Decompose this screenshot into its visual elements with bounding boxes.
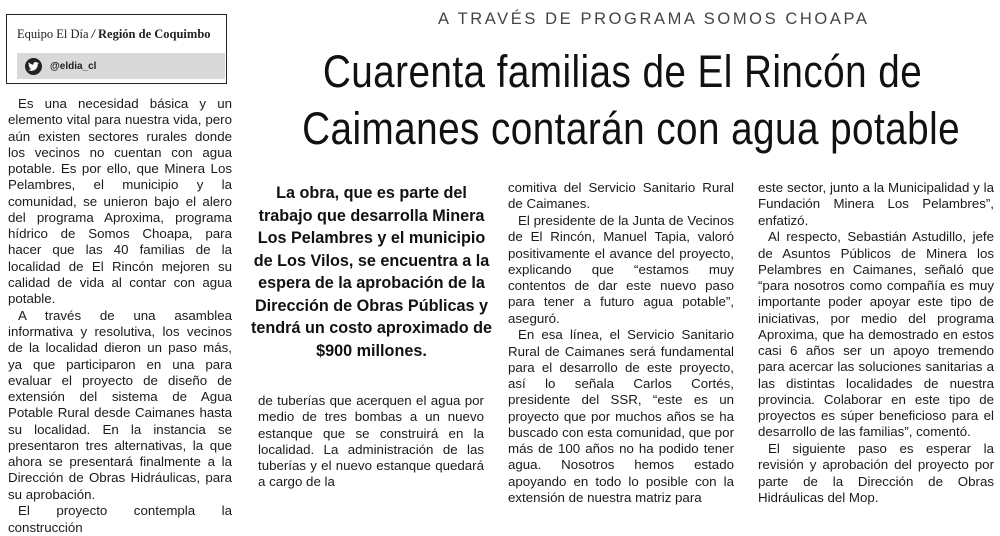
paragraph: comitiva del Servicio Sanitario Rural de Caimanes. <box>508 180 734 212</box>
byline-box <box>6 14 227 84</box>
headline <box>302 43 961 157</box>
paragraph: de tuberías que acerquen el agua por medio de tres bombas a un nuevo estanque que se construirá en la localidad. La administración de las tuberías y el nuevo estanque quedará a cargo de la <box>258 393 484 490</box>
headline-line-1: Cuarenta familias de El Rincón de <box>322 46 923 97</box>
byline <box>17 27 211 42</box>
byline-separator: / <box>91 27 95 41</box>
headline-line-2: Caimanes contarán con agua potable <box>302 103 961 154</box>
paragraph: En esa línea, el Servicio Sanitario Rural de Caimanes será fundamental para el desarrollo de este proyecto, así lo señala Carlos Cortés, presidente del SSR, “este es un proyecto que por muchos años se ha buscado con esta comunidad, que por más de 100 años no ha podido tener agua. Nosotros hemos estado apoyando en todo lo posible con la extensión de nuestra matriz para <box>508 327 734 505</box>
article-column-2 <box>258 393 484 491</box>
byline-region: Región de Coquimbo <box>98 27 211 41</box>
paragraph: El siguiente paso es esperar la revisión y aprobación del proyecto por parte de la Dirección de Obras Hidráulicas del Mop. <box>758 441 994 505</box>
paragraph: El proyecto contempla la construcción <box>8 503 232 535</box>
paragraph: A través de una asamblea informativa y resolutiva, los vecinos de la localidad dieron un paso más, ya que participaron en una para evaluar el proyecto de diseño de extensión del sistema de Agua Potable Rural desde Caimanes hasta su localidad. En la instancia se presentaron tres alternativas, la que ahora se presentará finalmente a la Dirección de Obras Hidráulicas, para su aprobación. <box>8 307 232 502</box>
article-column-3 <box>508 180 734 507</box>
paragraph: Es una necesidad básica y un elemento vital para nuestra vida, pero aún existen sectores rurales donde los vecinos no cuentan con agua potable. Es por ello, que Minera Los Pelambres, el municipio y la comunidad, se unieron bajo el alero del programa Aproxima, programa hídrico de Somos Choapa, para hacer que las 40 familias de la localidad de El Rincón mejoren su calidad de vida al contar con agua potable. <box>8 96 232 306</box>
paragraph: este sector, junto a la Municipalidad y la Fundación Minera Los Pelambres”, enfatizó. <box>758 180 994 228</box>
kicker: A TRAVÉS DE PROGRAMA SOMOS CHOAPA <box>438 10 870 28</box>
social-bar <box>17 53 225 79</box>
paragraph: Al respecto, Sebastián Astudillo, jefe de Asuntos Públicos de Minera los Pelambres en Caimanes, señaló que “para nosotros como compañía es muy importante poder apoyar este tipo de iniciativas, por medio del programa Aproxima, que ha demostrado en estos casi 6 años ser un apoyo tremendo para acercar las soluciones sanitarias a las distintas localidades de nuestra provincia. Colaborar en este tipo de proyectos es súper beneficioso para el desarrollo de las familias”, comentó. <box>758 229 994 440</box>
paragraph: El presidente de la Junta de Vecinos de El Rincón, Manuel Tapia, valoró positivamente el avance del proyecto, explicando que “estamos muy contentos de dar este nuevo paso para tener a futuro agua potable”, aseguró. <box>508 213 734 326</box>
byline-team: Equipo El Día <box>17 27 89 41</box>
twitter-bird-icon[interactable] <box>25 58 42 75</box>
lead-summary: La obra, que es parte del trabajo que desarrolla Minera Los Pelambres y el municipio de Los Vilos, se encuentra a la espera de la aprobación de la Dirección de Obras Públicas y tendrá un costo aproximado de $900 millones. <box>250 184 493 360</box>
twitter-handle[interactable]: @eldia_cl <box>50 60 97 72</box>
article-column-4 <box>758 180 994 507</box>
article-column-1 <box>8 96 232 536</box>
